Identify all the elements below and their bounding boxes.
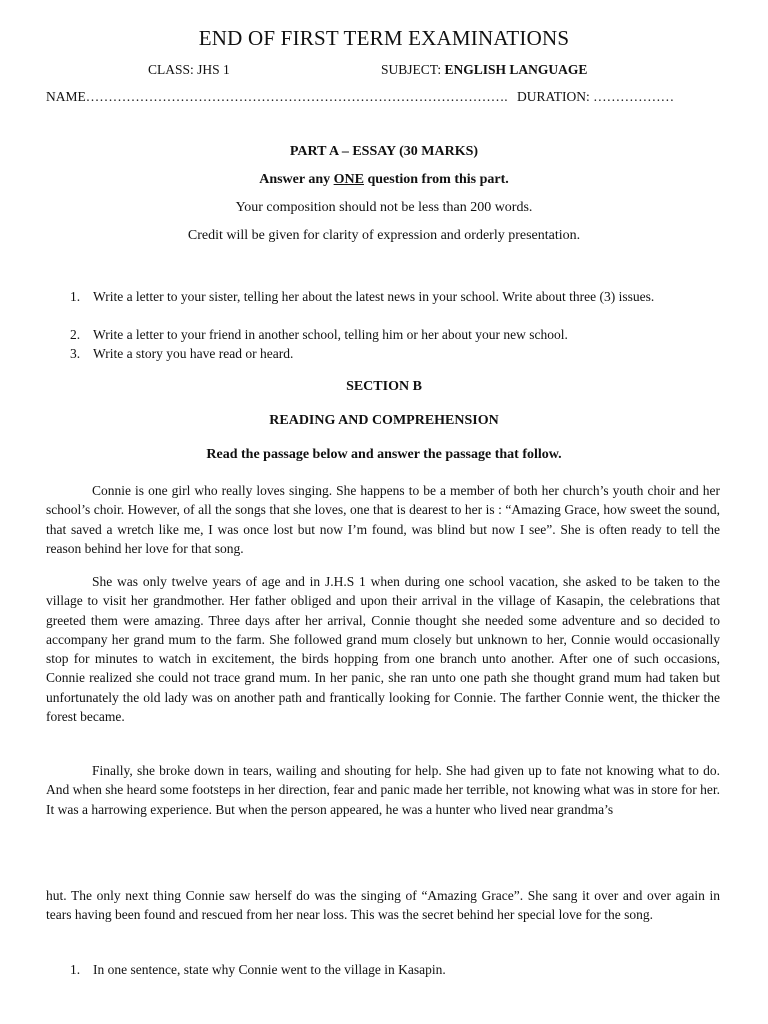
question-number: 1. bbox=[70, 289, 81, 304]
question-text: Write a letter to your friend in another school, telling him or her about your new school. bbox=[93, 327, 568, 342]
section-b-heading: SECTION B bbox=[346, 379, 422, 394]
credit-note: Credit will be given for clarity of expression and orderly presentation. bbox=[187, 228, 581, 243]
duration-field: DURATION: ……………… bbox=[517, 89, 675, 104]
part-a-instruction bbox=[0, 172, 768, 188]
question-text: Write a story you have read or heard. bbox=[93, 346, 294, 361]
question-text: Write a letter to your sister, telling her about the latest news in your school. Write about three (3) issues. bbox=[93, 289, 655, 304]
passage-paragraph: hut. The only next thing Connie saw herself do was the singing of “Amazing Grace”. She sang it over and over again in tears having been found and rescued from her near loss. This was the secret behind her special love for the song. bbox=[46, 888, 720, 923]
instr-emphasis: ONE bbox=[333, 172, 364, 187]
instr-post: question from this part. bbox=[363, 172, 509, 187]
question-text: In one sentence, state why Connie went to the village in Kasapin. bbox=[93, 962, 446, 977]
name-field: NAME…………………………………………………………………………………. bbox=[46, 89, 508, 104]
name-duration-row bbox=[46, 89, 736, 105]
passage-instruction: Read the passage below and answer the passage that follow. bbox=[206, 447, 562, 462]
subject-value: ENGLISH LANGUAGE bbox=[444, 62, 588, 77]
class-label: CLASS: JHS 1 bbox=[148, 62, 230, 77]
passage-paragraph: Finally, she broke down in tears, wailing and shouting for help. She had given up to fate not knowing what to do. And when she heard some footsteps in her direction, fear and panic made her terrible, not knowing what was in store for her. It was a harrowing experience. But when the person appeared, he was a hunter who lived near grandma’s bbox=[46, 763, 720, 817]
question-number: 2. bbox=[70, 327, 81, 342]
question-number: 3. bbox=[70, 346, 81, 361]
passage-paragraph: Connie is one girl who really loves singing. She happens to be a member of both her church’s youth choir and her school’s choir. However, of all the songs that she loves, one that is dearest to her is : “Amazing Grace, how sweet the sound, that saved a wretch like me, I was once lost but now I’m found, was blind but now I see”. She is often ready to tell the reason behind her love for that song. bbox=[46, 483, 720, 556]
subject-prefix: SUBJECT: bbox=[381, 62, 445, 77]
question-number: 1. bbox=[70, 962, 81, 977]
part-a-heading: PART A – ESSAY (30 MARKS) bbox=[289, 144, 479, 159]
subject-label bbox=[381, 62, 587, 78]
composition-note: Your composition should not be less than 200 words. bbox=[235, 200, 533, 215]
instr-pre: Answer any bbox=[259, 172, 334, 187]
reading-heading: READING AND COMPREHENSION bbox=[269, 413, 499, 428]
passage-paragraph: She was only twelve years of age and in J.H.S 1 when during one school vacation, she asked to be taken to the village to visit her grandmother. Her father obliged and upon their arrival in the village of Kasapin, the celebrations that greeted them were amazing. Three days after her arrival, Connie thought she needed some adventure and so decided to accompany her grand mum to the farm. She followed grand mum closely but unknown to her, Connie would occasionally stop for minutes to watch in excitement, the birds hopping from one branch unto another. After one of such occasions, Connie realized she could not trace grand mum. In her panic, she ran unto one path she thought grand mum had taken but unfortunately the old lady was on another path and frantically looking for Connie. The farther Connie went, the thicker the forest became. bbox=[46, 574, 720, 725]
exam-title: END OF FIRST TERM EXAMINATIONS bbox=[198, 26, 570, 50]
